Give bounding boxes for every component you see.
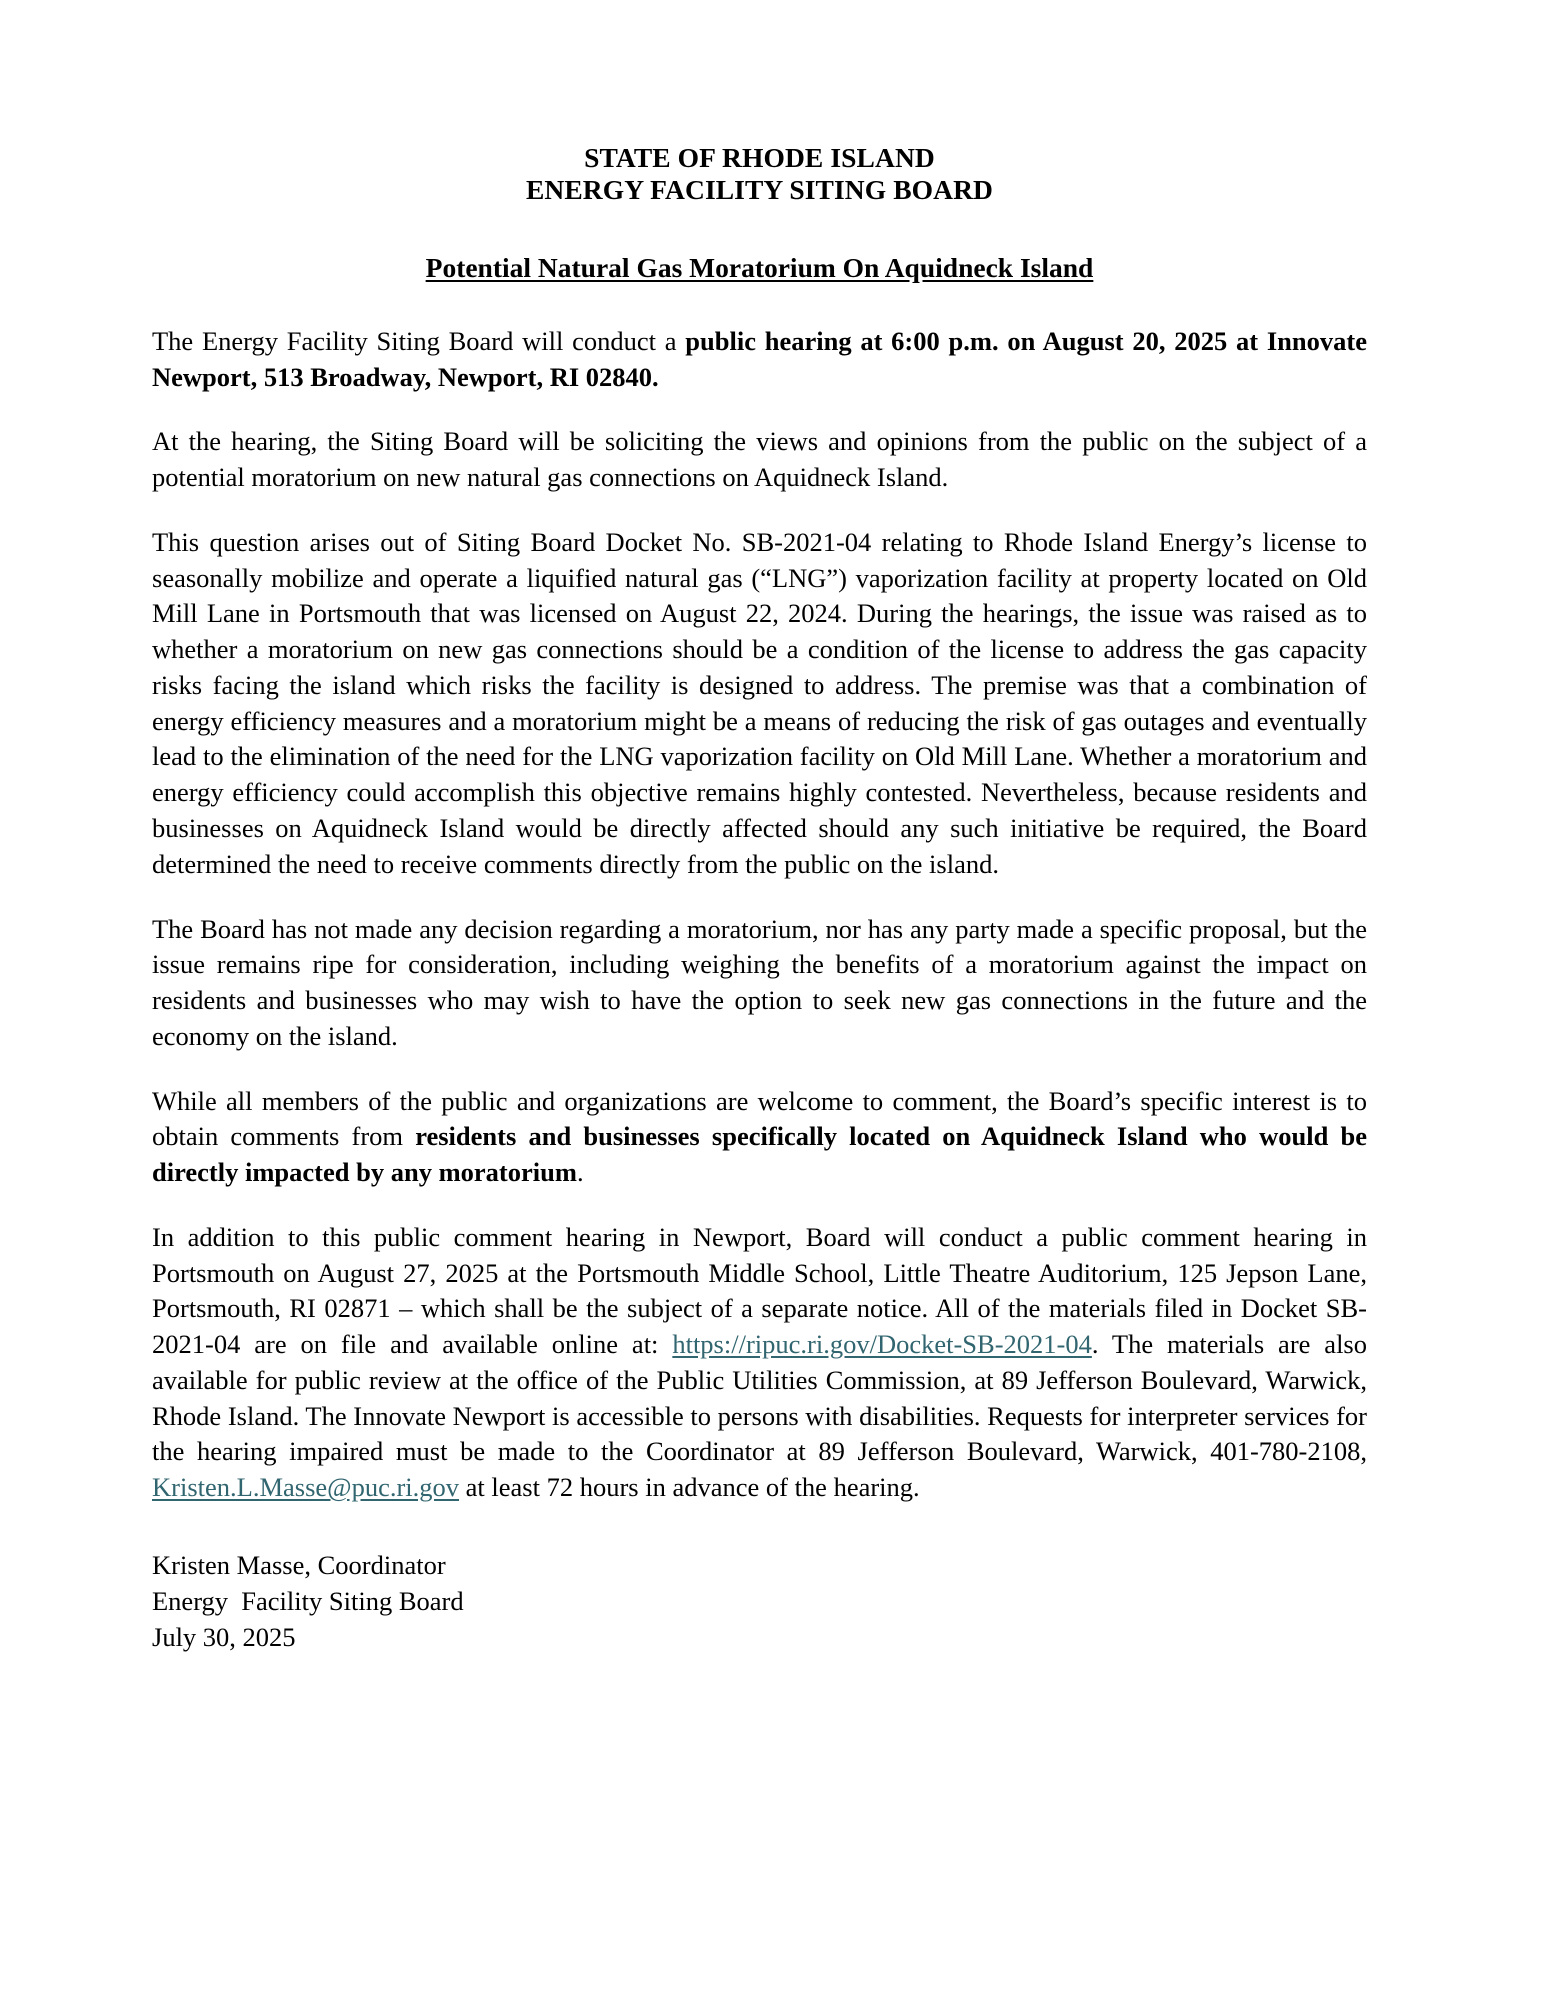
paragraph-5-bold-residents-businesses: residents and businesses specifically located on Aquidneck Island who would be directly impacted by any moratorium — [152, 1121, 1367, 1188]
paragraph-no-decision: The Board has not made any decision regarding a moratorium, nor has any party made a specific proposal, but the issue remains ripe for consideration, including weighing the benefits of a moratorium against the impact on residents and businesses who may wish to have the option to seek new gas connections in the future and the economy on the island. — [152, 913, 1367, 1051]
paragraph-1-bold-hearing-details: public hearing at 6:00 p.m. on August 20, 2025 at Innovate Newport, 513 Broadway, Newport, RI 02840. — [152, 325, 1367, 392]
signature-date: July 30, 2025 — [152, 1621, 296, 1652]
signature-name: Kristen Masse, Coordinator — [152, 1549, 446, 1580]
paragraph-5-lead-text: While all members of the public and organizations are welcome to comment, the Board’s specific interest is to obtain comments from — [152, 1085, 1367, 1152]
paragraph-6-tail-text: at least 72 hours in advance of the hearing. — [459, 1472, 920, 1503]
signature-block — [152, 1548, 1367, 1655]
paragraph-hearing-announcement — [152, 324, 1367, 396]
paragraph-additional-hearing-and-materials — [152, 1220, 1367, 1506]
paragraph-5-tail-text: . — [576, 1157, 584, 1188]
document-subtitle: Potential Natural Gas Moratorium On Aquidneck Island — [425, 251, 1094, 283]
paragraph-1-lead-text: The Energy Facility Siting Board will conduct a — [152, 325, 686, 356]
document-header — [152, 142, 1367, 206]
paragraph-6-middle-text: . The materials are also available for public review at the office of the Public Utilities Commission, at 89 Jefferson Boulevard, Warwick, Rhode Island. The Innovate Newport is accessible to persons with disabilities. Requests for interpreter services for the hearing impaired must be made to the Coordinator at 89 Jefferson Boulevard, Warwick, 401-780-2108, — [152, 1329, 1367, 1467]
paragraph-hearing-purpose: At the hearing, the Siting Board will be soliciting the views and opinions from the public on the subject of a potential moratorium on new natural gas connections on Aquidneck Island. — [152, 426, 1367, 493]
signature-board: Energy Facility Siting Board — [152, 1585, 464, 1616]
document-body — [152, 324, 1367, 1506]
header-line-state: STATE OF RHODE ISLAND — [584, 142, 935, 173]
paragraph-comment-interest — [152, 1084, 1367, 1191]
header-line-board: ENERGY FACILITY SITING BOARD — [525, 173, 994, 205]
docket-url-link[interactable]: https://ripuc.ri.gov/Docket-SB-2021-04 — [672, 1329, 1092, 1360]
paragraph-docket-background: This question arises out of Siting Board Docket No. SB-2021-04 relating to Rhode Island Energy’s license to seasonally mobilize and operate a liquified natural gas (“LNG”) vaporization facility at property located on Old Mill Lane in Portsmouth that was licensed on August 22, 2024. During the hearings, the issue was raised as to whether a moratorium on new gas connections should be a condition of the license to address the gas capacity risks facing the island which risks the facility is designed to address. The premise was that a combination of energy efficiency measures and a moratorium might be a means of reducing the risk of gas outages and eventually lead to the elimination of the need for the LNG vaporization facility on Old Mill Lane. Whether a moratorium and energy efficiency could accomplish this objective remains highly contested. Nevertheless, because residents and businesses on Aquidneck Island would be directly affected should any such initiative be required, the Board determined the need to receive comments directly from the public on the island. — [152, 526, 1367, 879]
paragraph-6-lead-text: In addition to this public comment hearing in Newport, Board will conduct a public comment hearing in Portsmouth on August 27, 2025 at the Portsmouth Middle School, Little Theatre Auditorium, 125 Jepson Lane, Portsmouth, RI 02871 – which shall be the subject of a separate notice. All of the materials filed in Docket SB-2021-04 are on file and available online at: — [152, 1221, 1367, 1360]
coordinator-email-link[interactable]: Kristen.L.Masse@puc.ri.gov — [152, 1472, 460, 1503]
